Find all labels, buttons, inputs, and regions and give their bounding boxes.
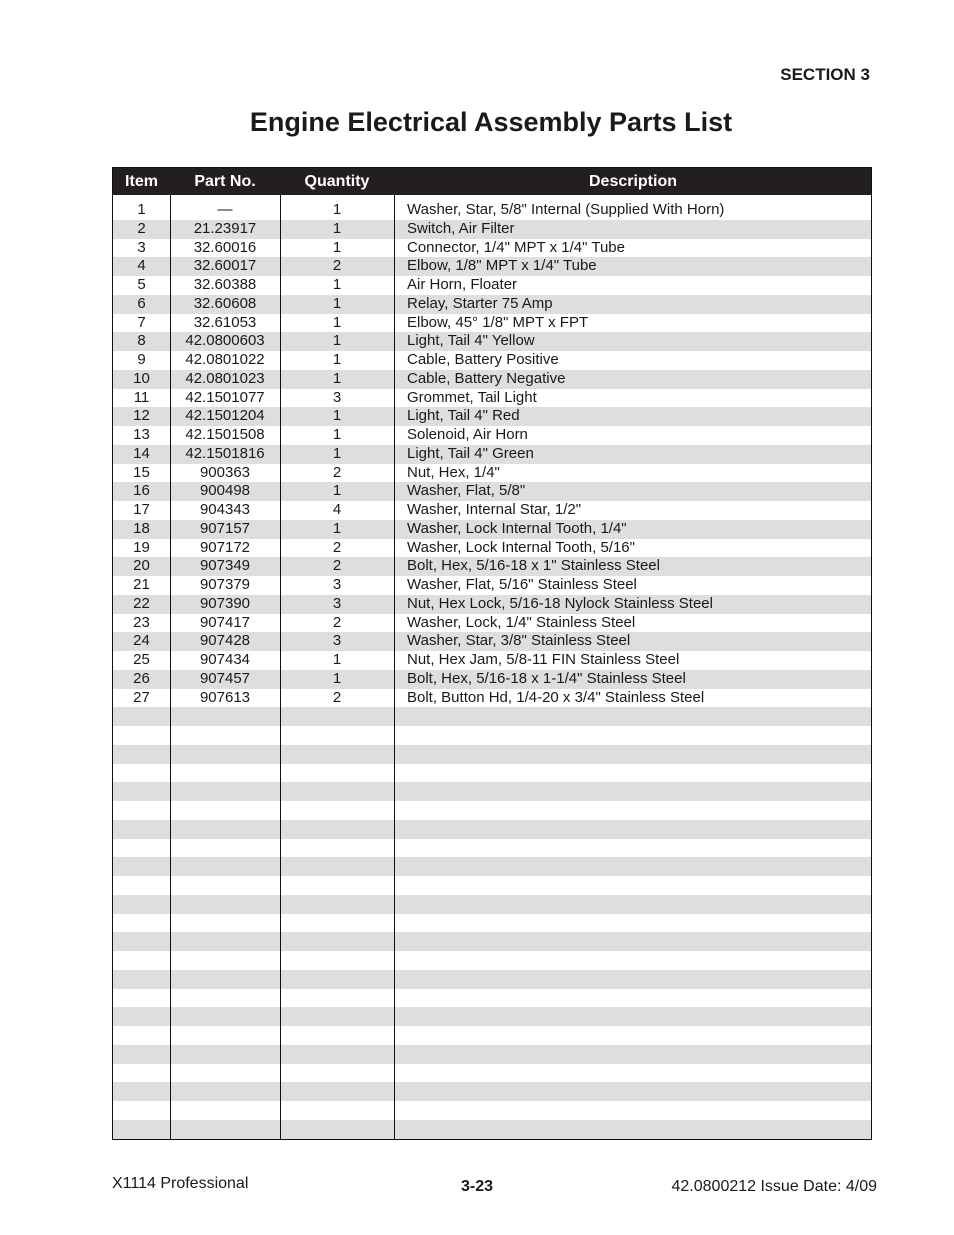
quantity-cell: 3 [332,576,342,593]
empty-table-row [113,895,871,914]
empty-table-row [113,989,871,1008]
empty-table-row [113,951,871,970]
item-cell: 9 [137,351,146,368]
quantity-cell: 2 [332,463,342,481]
item-cell: 17 [133,501,150,518]
page-number: 3-23 [460,1178,494,1195]
empty-table-row [113,932,871,951]
empty-table-row [113,1101,871,1120]
item-cell: 22 [133,594,150,612]
part-no-cell: 32.61053 [193,313,257,331]
empty-table-row [113,876,871,895]
empty-table-row [113,914,871,933]
description-cell: Bolt, Hex, 5/16-18 x 1-1/4" Stainless Steel [407,669,686,687]
description-cell: Switch, Air Filter [407,219,515,237]
quantity-cell: 1 [332,201,342,218]
item-cell: 26 [133,669,150,687]
table-row [113,332,871,351]
description-cell: Washer, Lock, 1/4" Stainless Steel [407,613,636,631]
empty-table-row [113,764,871,783]
item-cell: 23 [133,613,150,631]
empty-table-row [113,970,871,989]
description-cell: Solenoid, Air Horn [407,426,528,443]
column-header-item: Item [125,173,158,190]
table-row [113,632,871,651]
description-cell: Light, Tail 4" Red [407,407,520,425]
part-no-cell: 32.60388 [193,276,257,293]
description-cell: Washer, Lock Internal Tooth, 1/4" [407,519,627,537]
quantity-cell: 2 [332,557,342,575]
part-no-cell: 42.1501816 [185,444,265,462]
part-no-cell: 32.60016 [193,238,257,256]
item-cell: 12 [133,407,150,425]
table-row [113,257,871,276]
part-no-cell: 42.1501204 [185,407,265,425]
quantity-cell: 1 [332,651,342,668]
quantity-cell: 2 [332,257,342,275]
description-cell: Nut, Hex Jam, 5/8-11 FIN Stainless Steel [407,651,680,668]
empty-table-row [113,1064,871,1083]
description-cell: Washer, Lock Internal Tooth, 5/16" [407,538,635,556]
description-cell: Grommet, Tail Light [407,388,537,406]
empty-table-row [113,726,871,745]
quantity-cell: 1 [332,444,342,462]
table-row [113,351,871,370]
description-cell: Nut, Hex, 1/4" [407,463,500,481]
table-row [113,370,871,389]
quantity-cell: 1 [332,294,342,312]
description-cell: Air Horn, Floater [407,276,518,293]
table-row [113,501,871,520]
part-no-cell: 907434 [199,651,251,668]
part-no-cell: 42.1501077 [185,388,265,406]
empty-table-row [113,745,871,764]
description-cell: Nut, Hex Lock, 5/16-18 Nylock Stainless Steel [407,594,713,612]
part-no-cell: 900363 [199,463,251,481]
empty-table-row [113,1007,871,1026]
column-header-part-no: Part No. [194,173,256,190]
item-cell: 20 [133,557,150,575]
page-title: Engine Electrical Assembly Parts List [249,107,733,137]
part-no-cell: 32.60608 [193,294,257,312]
empty-table-row [113,801,871,820]
table-row [113,689,871,708]
part-no-cell: 42.0800603 [185,332,265,350]
part-no-cell: 907157 [199,519,251,537]
part-no-cell: 907379 [199,576,251,593]
footer-doc-issue: 42.0800212 Issue Date: 4/09 [671,1178,877,1195]
quantity-cell: 3 [332,388,342,406]
description-cell: Washer, Flat, 5/8" [407,482,526,500]
quantity-cell: 1 [332,313,342,331]
item-cell: 2 [137,219,146,237]
description-cell: Washer, Internal Star, 1/2" [407,501,582,518]
section-label: SECTION 3 [780,65,870,84]
empty-table-row [113,1120,871,1139]
quantity-cell: 1 [332,519,342,537]
table-row [113,576,871,595]
table-row [113,445,871,464]
table-row [113,520,871,539]
part-no-cell: 42.0801023 [185,369,265,387]
item-cell: 14 [133,444,150,462]
table-row [113,276,871,295]
quantity-cell: 1 [332,332,342,350]
table-row [113,670,871,689]
part-no-cell: 907417 [199,613,251,631]
description-cell: Cable, Battery Negative [407,369,566,387]
description-cell: Light, Tail 4" Yellow [407,332,535,350]
column-divider [280,195,281,1139]
table-row [113,407,871,426]
table-header [113,168,871,195]
empty-table-row [113,707,871,726]
item-cell: 6 [137,294,146,312]
item-cell: 1 [137,201,146,218]
column-header-quantity: Quantity [304,173,370,190]
empty-table-row [113,1026,871,1045]
item-cell: 5 [137,276,146,293]
item-cell: 10 [133,369,150,387]
part-no-cell: 907428 [199,632,251,650]
description-cell: Light, Tail 4" Green [407,444,534,462]
table-row [113,464,871,483]
table-row [113,239,871,258]
table-row [113,557,871,576]
part-no-cell: 32.60017 [193,257,257,275]
description-cell: Washer, Star, 3/8" Stainless Steel [407,632,631,650]
quantity-cell: 3 [332,632,342,650]
description-cell: Bolt, Hex, 5/16-18 x 1" Stainless Steel [407,557,660,575]
item-cell: 15 [133,463,150,481]
parts-table [112,167,872,1140]
quantity-cell: 1 [332,669,342,687]
part-no-cell: 21.23917 [193,219,257,237]
table-row [113,426,871,445]
part-no-cell: 900498 [199,482,251,500]
item-cell: 16 [133,482,150,500]
item-cell: 4 [137,257,146,275]
part-no-cell: — [217,201,233,218]
part-no-cell: 907390 [199,594,251,612]
part-no-cell: 907349 [199,557,251,575]
quantity-cell: 1 [332,426,342,443]
item-cell: 13 [133,426,150,443]
item-cell: 25 [133,651,150,668]
empty-table-row [113,1045,871,1064]
empty-table-row [113,1082,871,1101]
description-cell: Cable, Battery Positive [407,351,559,368]
item-cell: 7 [137,313,146,331]
empty-table-row [113,857,871,876]
table-row [113,295,871,314]
description-cell: Washer, Star, 5/8" Internal (Supplied With Horn) [407,201,725,218]
part-no-cell: 907457 [199,669,251,687]
empty-table-row [113,782,871,801]
table-row [113,201,871,220]
part-no-cell: 42.0801022 [185,351,265,368]
empty-table-row [113,839,871,858]
quantity-cell: 2 [332,538,342,556]
column-divider [170,195,171,1139]
part-no-cell: 907613 [199,688,251,706]
table-row [113,389,871,408]
description-cell: Elbow, 45° 1/8" MPT x FPT [407,313,589,331]
item-cell: 3 [137,238,146,256]
table-row [113,595,871,614]
table-body [113,201,871,1139]
table-row [113,482,871,501]
part-no-cell: 42.1501508 [185,426,265,443]
table-row [113,314,871,333]
quantity-cell: 1 [332,276,342,293]
item-cell: 11 [133,388,150,406]
quantity-cell: 1 [332,407,342,425]
item-cell: 19 [133,538,150,556]
table-row [113,220,871,239]
table-row [113,539,871,558]
quantity-cell: 1 [332,238,342,256]
footer-model: X1114 Professional [112,1175,249,1192]
quantity-cell: 2 [332,613,342,631]
item-cell: 8 [137,332,146,350]
item-cell: 21 [133,576,150,593]
quantity-cell: 4 [332,501,342,518]
table-row [113,651,871,670]
quantity-cell: 2 [332,688,342,706]
quantity-cell: 1 [332,369,342,387]
quantity-cell: 3 [332,594,342,612]
description-cell: Elbow, 1/8" MPT x 1/4" Tube [407,257,597,275]
description-cell: Bolt, Button Hd, 1/4-20 x 3/4" Stainless Steel [407,688,705,706]
item-cell: 27 [133,688,150,706]
item-cell: 24 [133,632,150,650]
description-cell: Relay, Starter 75 Amp [407,294,553,312]
column-divider [394,195,395,1139]
description-cell: Connector, 1/4" MPT x 1/4" Tube [407,238,625,256]
part-no-cell: 904343 [199,501,251,518]
part-no-cell: 907172 [199,538,251,556]
quantity-cell: 1 [332,351,342,368]
quantity-cell: 1 [332,219,342,237]
table-row [113,614,871,633]
description-cell: Washer, Flat, 5/16" Stainless Steel [407,576,637,593]
item-cell: 18 [133,519,150,537]
quantity-cell: 1 [332,482,342,500]
column-header-description: Description [588,173,677,190]
empty-table-row [113,820,871,839]
